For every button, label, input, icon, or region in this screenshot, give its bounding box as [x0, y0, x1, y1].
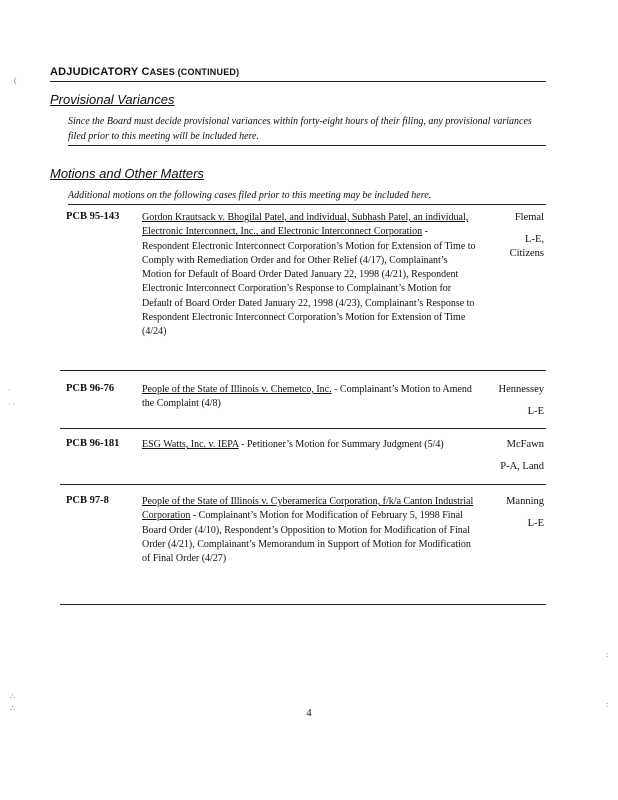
case-text — [142, 495, 477, 566]
case-text — [142, 383, 477, 412]
case-number: PCB 96-181 — [66, 438, 120, 449]
provisional-note: Since the Board must decide provisional variances within forty-eight hours of their filing, any provisional variances filed prior to this meeting will be included here. — [68, 116, 532, 142]
case-description: - Complainant’s Motion to Amend the Complaint (4/8) — [142, 384, 472, 410]
case-assignment — [474, 211, 544, 269]
motions-note: Additional motions on the following cases filed prior to this meeting may be included here. — [68, 190, 432, 201]
case-rule — [60, 370, 546, 371]
case-number: PCB 95-143 — [66, 211, 120, 222]
case-type-2: Citizens — [509, 248, 544, 259]
case-number: PCB 97-8 — [66, 495, 109, 506]
case-rule — [60, 428, 546, 429]
case-title: People of the State of Illinois v. Chemetco, Inc. — [142, 384, 332, 395]
case-type: L-E — [527, 406, 544, 417]
case-assignment — [474, 438, 544, 482]
section-heading: ADJUDICATORY CASES (CONTINUED) — [50, 66, 240, 78]
case-rule — [60, 604, 546, 605]
scan-speck: ∴ — [10, 692, 16, 701]
case-text — [142, 438, 477, 452]
case-type: P-A, Land — [500, 461, 544, 472]
case-title: ESG Watts, Inc. v. IEPA — [142, 439, 239, 450]
scan-speck: : — [606, 650, 609, 659]
case-description: - Petitioner’s Motion for Summary Judgment (5/4) — [238, 439, 444, 450]
case-number: PCB 96-76 — [66, 383, 115, 394]
case-description: - Complainant’s Motion for Modification of February 5, 1998 Final Board Order (4/10), Respondent’s Opposition to Motion for Modification of Final Order (4/21), Complainant’s Memorandum in Support of Motion for Modification of Final Order (4/27) — [142, 510, 471, 565]
motions-rule — [68, 204, 546, 205]
heading-rule — [50, 81, 546, 82]
case-description: - Respondent Electronic Interconnect Corporation’s Motion for Extension of Time to Comply with Remediation Order and for Other Relief (4/17), Complainant’s Motion for Default of Board Order Dated January 22, 1998 (4/21), Respondent Electronic Interconnect Corporation’s Response to Complainant’s Motion for Default of Board Order Dated January 22, 1998 (4/23), Complainant’s Response to Respondent Electronic Interconnect Corporation’s Motion for Extension of Time (4/24) — [142, 226, 476, 338]
scan-speck: : — [606, 700, 609, 709]
board-member: Hennessey — [498, 384, 544, 395]
scan-speck: ∴ — [10, 704, 16, 713]
scan-speck: · · — [8, 400, 16, 409]
case-type: L-E, — [525, 234, 544, 245]
motions-heading: Motions and Other Matters — [50, 166, 204, 181]
case-assignment — [474, 495, 544, 539]
case-title: Gordon Krautsack v. Bhogilal Patel, and individual, Subhash Patel, an individual, Electronic Interconnect, Inc., and Electronic Interconnect Corporation — [142, 212, 469, 238]
page-number: 4 — [306, 708, 312, 719]
provisional-heading: Provisional Variances — [50, 92, 175, 107]
case-type: L-E — [527, 518, 544, 529]
case-rule — [60, 484, 546, 485]
scan-speck: ( — [14, 76, 17, 85]
case-title: People of the State of Illinois v. Cyberamerica Corporation, f/k/a Canton Industrial Corporation — [142, 496, 474, 522]
provisional-rule — [68, 145, 546, 146]
board-member: Manning — [506, 496, 544, 507]
scan-speck: · — [8, 386, 11, 395]
board-member: Flemal — [514, 212, 544, 223]
board-member: McFawn — [506, 439, 544, 450]
case-text — [142, 211, 477, 340]
case-assignment — [474, 383, 544, 427]
